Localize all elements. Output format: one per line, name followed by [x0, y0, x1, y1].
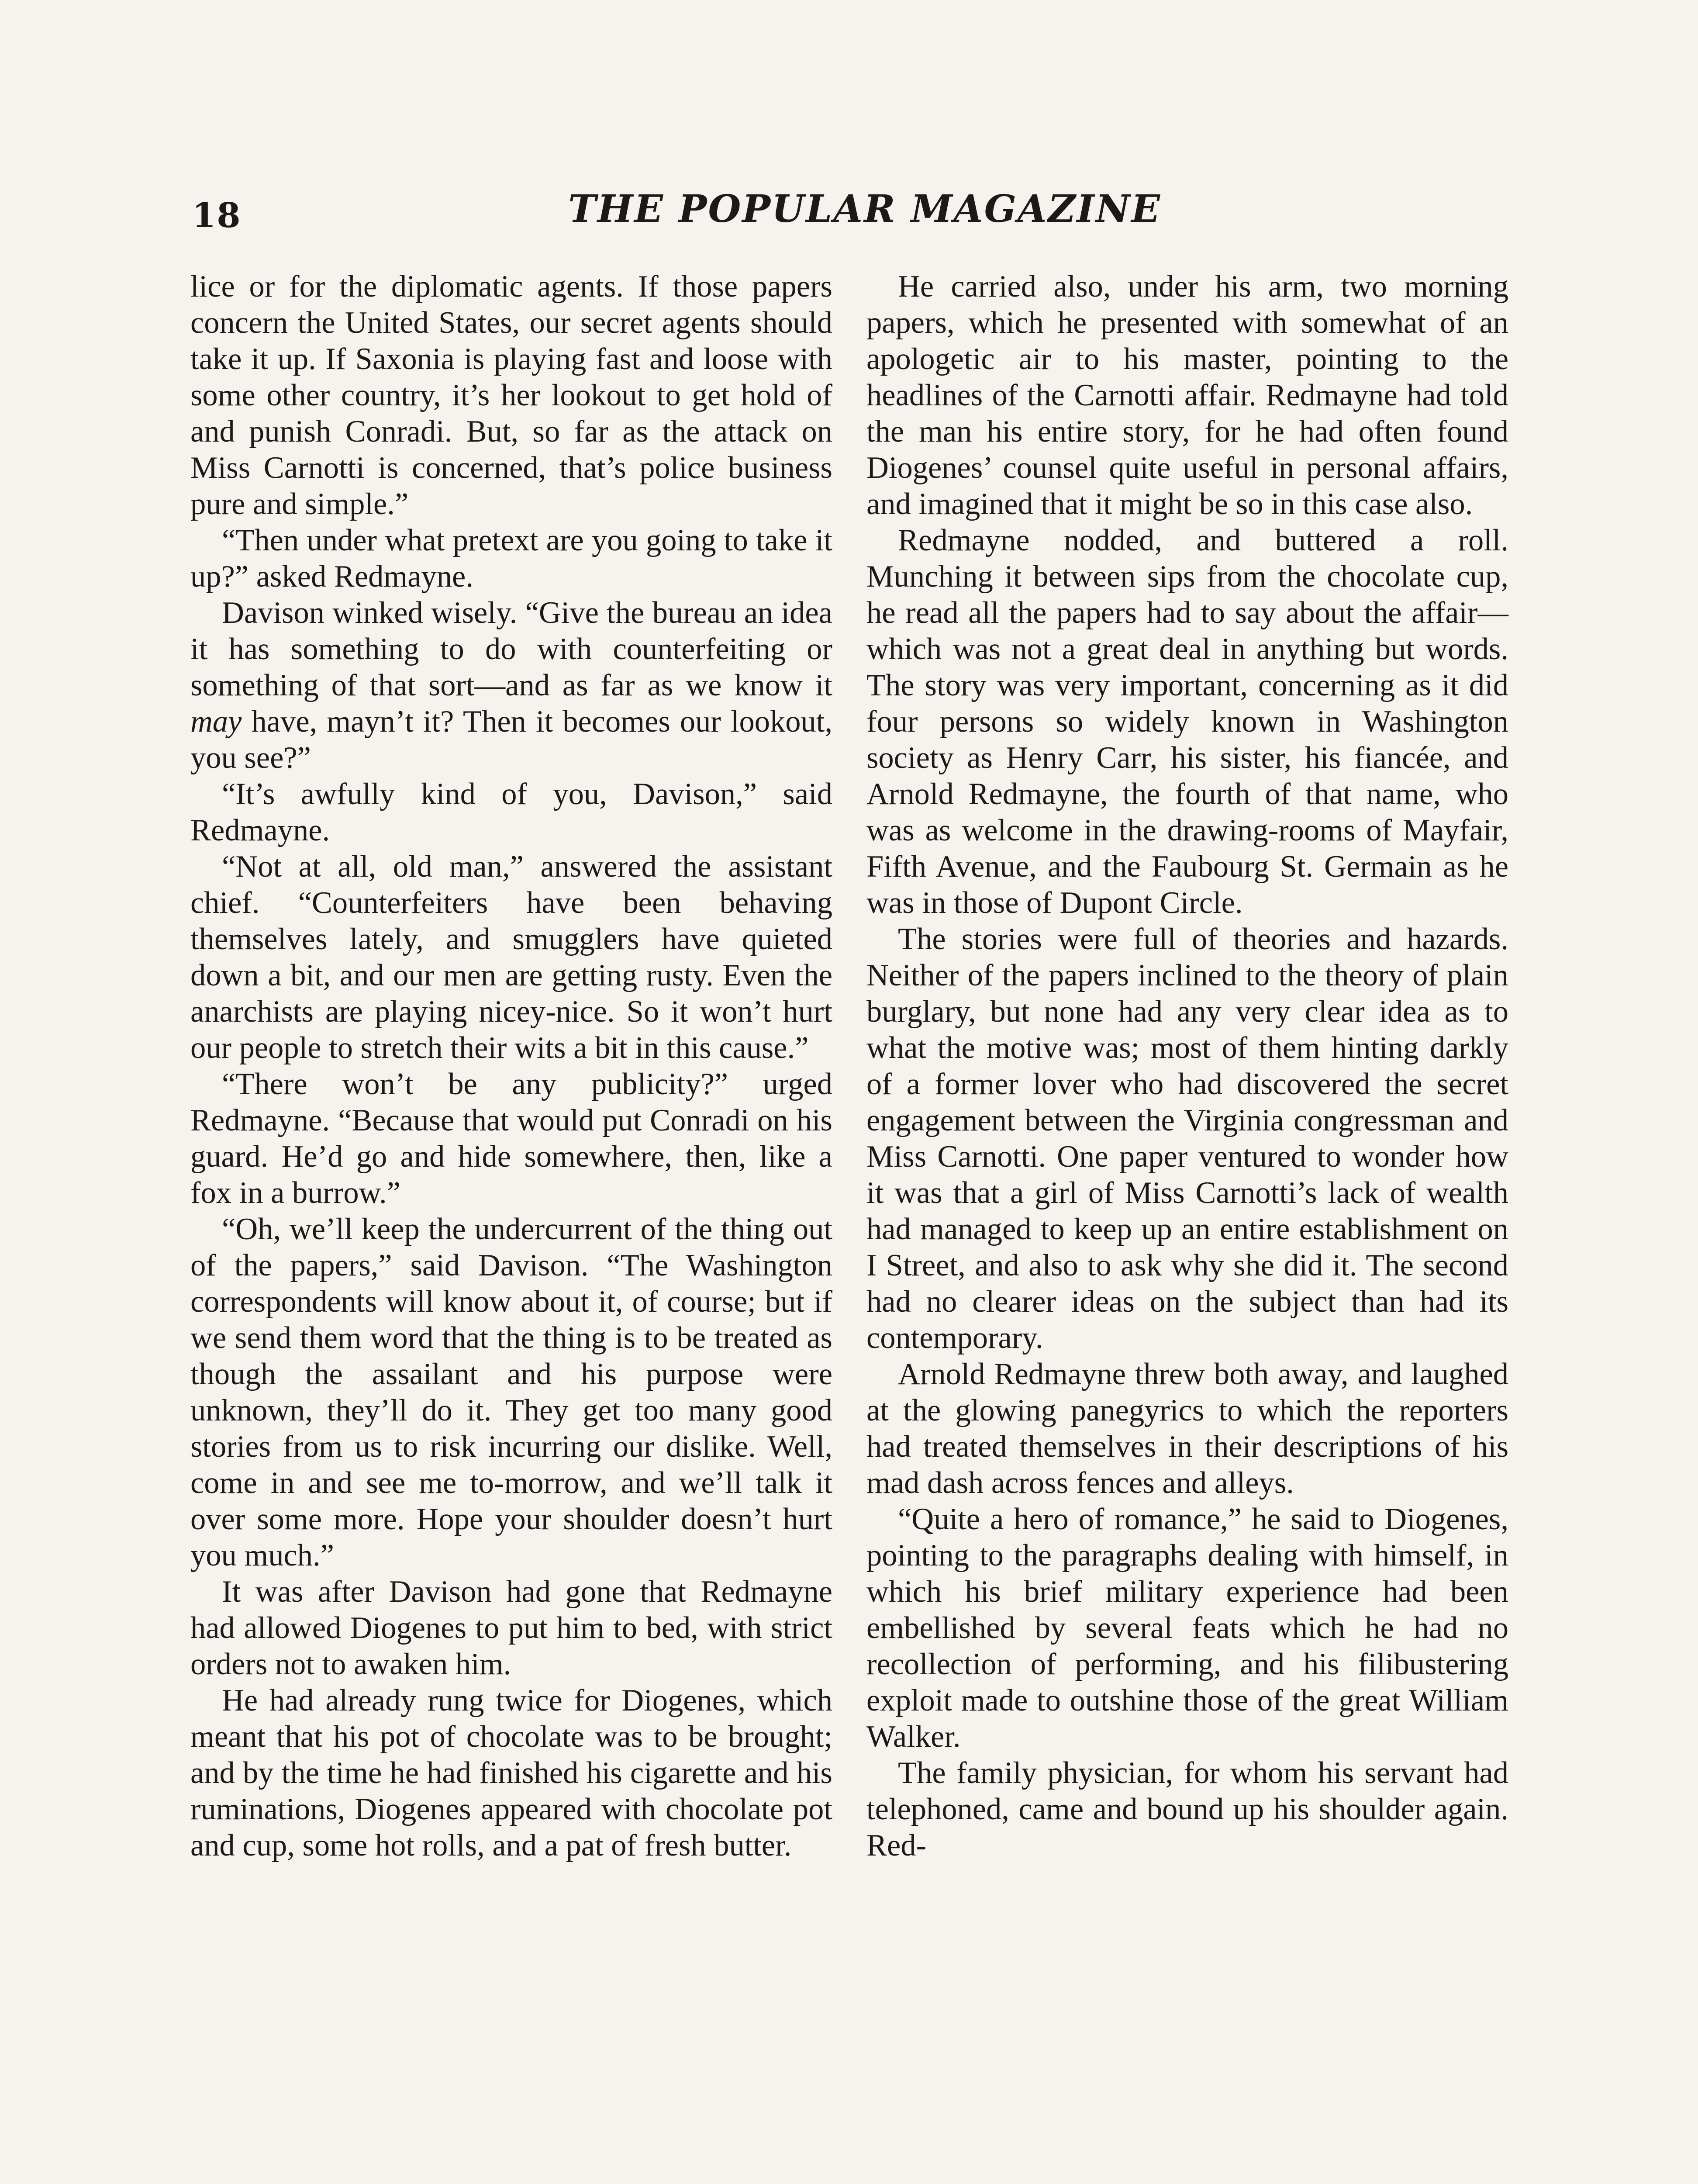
paragraph: Arnold Redmayne threw both away, and laughed at the glowing panegyrics to which the reporters had treated themselves in their descriptions of his mad dash across fences and alleys. [866, 1357, 1508, 1500]
paragraph: He carried also, under his arm, two morning papers, which he presented with somewhat of an apologetic air to his master, pointing to the headlines of the Carnotti affair. Redmayne had told the man his entire story, for he had often found Diogenes’ counsel quite useful in personal affairs, and imagined that it might be so in this case also. [866, 270, 1508, 521]
paragraph: lice or for the diplomatic agents. If those papers concern the United States, our secret agents should take it up. If Saxonia is playing fast and loose with some other country, it’s her lookout to get hold of and punish Conradi. But, so far as the attack on Miss Carnotti is concerned, that’s police business pure and simple.” [190, 270, 832, 521]
paragraph: “There won’t be any publicity?” urged Redmayne. “Because that would put Conradi on his guard. He’d go and hide somewhere, then, like a fox in a burrow.” [190, 1067, 832, 1210]
paragraph: “Then under what pretext are you going to take it up?” asked Redmayne. [190, 523, 832, 594]
left-column [190, 269, 832, 1864]
paragraph: Redmayne nodded, and buttered a roll. Munching it between sips from the chocolate cup, he read all the papers had to say about the affair—which was not a great deal in anything but words. The story was very important, concerning as it did four persons so widely known in Washington society as Henry Carr, his sister, his fiancée, and Arnold Redmayne, the fourth of that name, who was as welcome in the drawing-rooms of Mayfair, Fifth Avenue, and the Faubourg St. Germain as he was in those of Dupont Circle. [866, 523, 1508, 920]
emphasis: may [190, 705, 242, 739]
paragraph: Davison winked wisely. “Give the bureau an idea it has something to do with counterfeiting or something of that sort—and as far as we know it may have, mayn’t it? Then it becomes our lookout, you see?” [190, 596, 832, 775]
running-head: THE POPULAR MAGAZINE [568, 187, 1161, 231]
page-number: 18 [192, 196, 242, 235]
paragraph: “It’s awfully kind of you, Davison,” said Redmayne. [190, 777, 832, 847]
right-column [866, 269, 1508, 1864]
paragraph: It was after Davison had gone that Redmayne had allowed Diogenes to put him to bed, with strict orders not to awaken him. [190, 1575, 832, 1681]
paragraph: “Quite a hero of romance,” he said to Diogenes, pointing to the paragraphs dealing with himself, in which his brief military experience had been embellished by several feats which he had no recollection of performing, and his filibustering exploit made to outshine those of the great William Walker. [866, 1502, 1508, 1754]
paragraph: The family physician, for whom his servant had telephoned, came and bound up his shoulder again. Red- [866, 1756, 1508, 1863]
paragraph: He had already rung twice for Diogenes, which meant that his pot of chocolate was to be brought; and by the time he had finished his cigarette and his ruminations, Diogenes appeared with chocolate pot and cup, some hot rolls, and a pat of fresh butter. [190, 1683, 832, 1863]
paragraph: The stories were full of theories and hazards. Neither of the papers inclined to the theory of plain burglary, but none had any very clear idea as to what the motive was; most of them hinting darkly of a former lover who had discovered the secret engagement between the Virginia congressman and Miss Carnotti. One paper ventured to wonder how it was that a girl of Miss Carnotti’s lack of wealth had managed to keep up an entire establishment on I Street, and also to ask why she did it. The second had no clearer ideas on the subject than had its contemporary. [866, 922, 1508, 1355]
paragraph: “Oh, we’ll keep the undercurrent of the thing out of the papers,” said Davison. “The Washington correspondents will know about it, of course; but if we send them word that the thing is to be treated as though the assailant and his purpose were unknown, they’ll do it. They get too many good stories from us to risk incurring our dislike. Well, come in and see me to-morrow, and we’ll talk it over some more. Hope your shoulder doesn’t hurt you much.” [190, 1212, 832, 1572]
paragraph: “Not at all, old man,” answered the assistant chief. “Counterfeiters have been behaving themselves lately, and smugglers have quieted down a bit, and our men are getting rusty. Even the anarchists are playing nicey-nice. So it won’t hurt our people to stretch their wits a bit in this cause.” [190, 850, 832, 1065]
